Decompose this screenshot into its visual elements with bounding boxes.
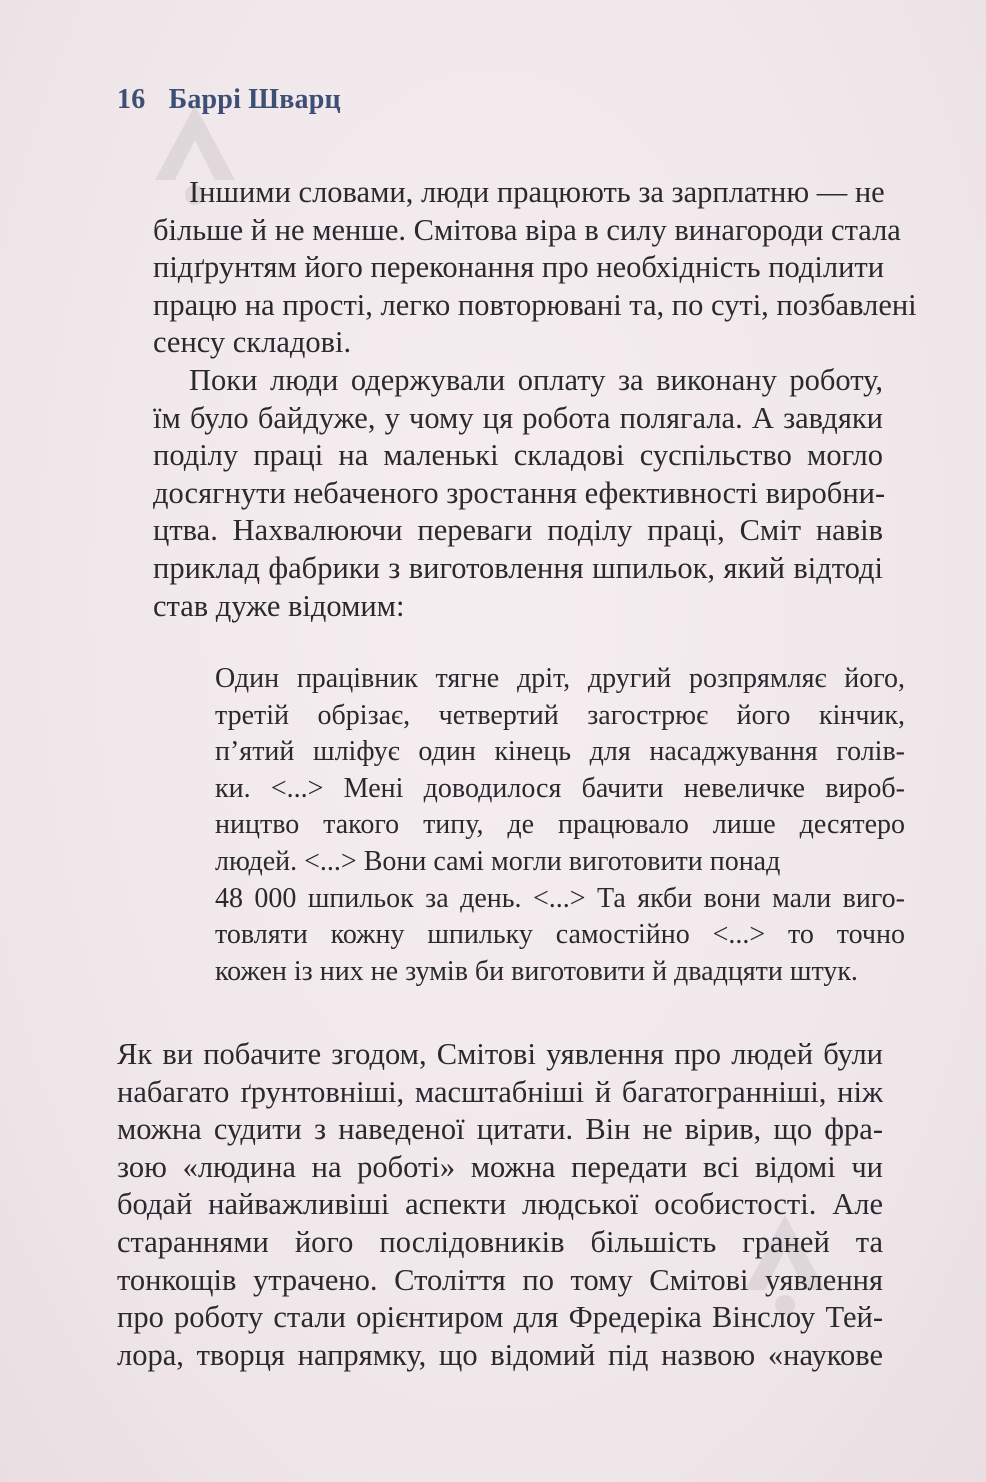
text-line: підґрунтям його переконання про необхідність поділити [153, 250, 885, 285]
text-line: сенсу складові. [153, 325, 352, 360]
quote-line: п’ятий шліфує один кінець для насаджування голів- [215, 736, 905, 768]
quote-line: 48 000 шпильок за день. <...> Та якби вони мали виго- [215, 882, 905, 914]
text-line: їм було байдуже, у чому ця робота полягала. А завдяки [153, 400, 883, 435]
quote-line: третій обрізає, четвертий загострює його кінчик, [215, 699, 905, 731]
text-line: більше й не менше. Смітова віра в силу винагороди стала [153, 212, 901, 247]
main-text-top [117, 174, 917, 625]
block-quote [215, 661, 905, 990]
text-line: стараннями його послідовників більшість граней та [117, 1224, 883, 1259]
text-line: приклад фабрики з виготовлення шпильок, який відтоді [153, 550, 883, 585]
quote-line: ки. <...> Мені доводилося бачити невеличке вироб- [215, 772, 905, 804]
text-line: Як ви побачите згодом, Смітові уявлення про людей були [117, 1037, 883, 1071]
quote-line: товляти кожну шпильку самостійно <...> то точно [215, 919, 905, 951]
text-line: Іншими словами, люди працюють за зарплатню — не [189, 175, 885, 209]
text-line: став дуже відомим: [153, 588, 405, 623]
text-line: Поки люди одержували оплату за виконану роботу, [189, 362, 883, 397]
quote-line: Один працівник тягне дріт, другий розпрямляє його, [215, 663, 905, 694]
text-line: можна судити з наведеної цитати. Він не вірив, що фра- [117, 1112, 883, 1147]
running-head [117, 84, 341, 116]
paragraph-1 [117, 174, 917, 362]
text-line: зою «людина на роботі» можна передати всі відомі чи [117, 1149, 883, 1184]
text-line: набагато ґрунтовніші, масштабніші й багатогранніші, ніж [117, 1074, 883, 1109]
text-line: про роботу стали орієнтиром для Фредеріка Вінслоу Тей- [117, 1300, 883, 1335]
author-name: Баррі Шварц [168, 84, 341, 115]
paragraph-3 [117, 1036, 883, 1374]
main-text-bottom [117, 1036, 883, 1374]
paragraph-2 [117, 362, 886, 625]
quote-line: ництво такого типу, де працювало лише десятеро [215, 809, 905, 841]
text-line: цтва. Нахвалюючи переваги поділу праці, Сміт навів [153, 513, 883, 548]
text-line: працю на прості, легко повторювані та, по суті, позбавлені [153, 287, 917, 322]
quote-line: кожен із них не зумів би виготовити й двадцяти штук. [215, 955, 858, 987]
quote-line: людей. <...> Вони самі могли виготовити понад [215, 845, 781, 877]
text-line: поділу праці на маленькі складові суспільство могло [153, 438, 883, 473]
text-line: досягнути небаченого зростання ефективності виробни- [153, 475, 886, 510]
text-line: бодай найважливіші аспекти людської особистості. Але [117, 1187, 883, 1222]
text-line: лора, творця напрямку, що відомий під назвою «наукове [117, 1337, 883, 1372]
page-number: 16 [117, 84, 146, 115]
quote-paragraph [215, 661, 905, 990]
text-line: тонкощів утрачено. Століття по тому Смітові уявлення [117, 1262, 883, 1297]
